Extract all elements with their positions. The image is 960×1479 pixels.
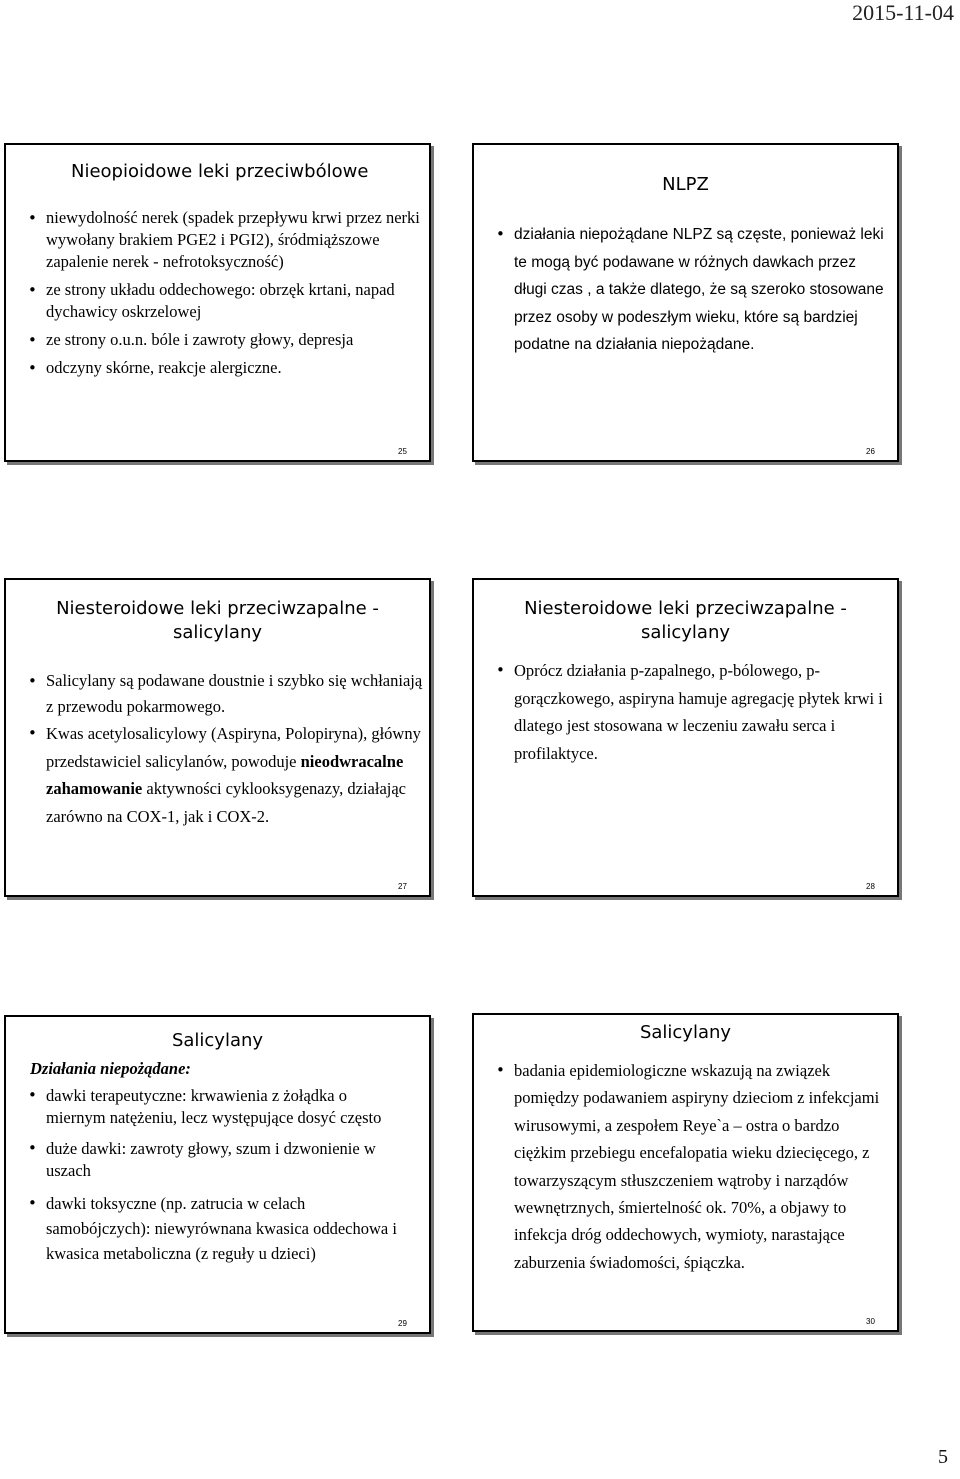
- bullet-item: • dawki terapeutyczne: krwawienia z żołądka o miernym natężeniu, lecz występujące dosyć często: [28, 1085, 408, 1128]
- bullet-item: • duże dawki: zawroty głowy, szum i dzwonienie w uszach: [28, 1138, 408, 1181]
- slide-29: [4, 1015, 431, 1334]
- bullet-item: • Oprócz działania p-zapalnego, p-bólowego, p-gorączkowego, aspiryna hamuje agregację płytek krwi i dlatego jest stosowana w leczeniu zawału serca i profilaktyce.: [496, 657, 888, 767]
- bullet-text: aktywności cyklooksygenazy, działając zarówno na COX-1, jak i COX-2.: [46, 779, 407, 826]
- bullet-item: • dawki toksyczne (np. zatrucia w celach samobójczych): niewyrównana kwasica oddechowa i kwasica metaboliczna (z reguły u dzieci): [28, 1191, 408, 1266]
- bullet-item: • niewydolność nerek (spadek przepływu krwi przez nerki wywołany brakiem PGE2 i PGI2), śródmiąższowe zapalenie nerek - nefrotoksyczność): [28, 207, 423, 273]
- bullet-item: • badania epidemiologiczne wskazują na związek pomiędzy podawaniem aspiryny dzieciom z infekcjami wirusowymi, a zespołem Reye`a – ostra o bardzo ciężkim przebiegu encefalopatia wieku dziecięcego, z towarzyszącym stłuszczeniem wątroby i narządów wewnętrznych, śmiertelność ok. 70%, a objawy to infekcja dróg oddechowych, wymioty, narastające zaburzenia świadomości, śpiączka.: [496, 1057, 881, 1276]
- slide-title: Nieopioidowe leki przeciwbólowe: [71, 161, 369, 182]
- bullet-item: • działania niepożądane NLPZ są częste, ponieważ leki te mogą być podawane w różnych dawkach przez długi czas , a także dlatego, że są szeroko stosowane przez osoby w podeszłym wieku, które są bardziej podatne na działania niepożądane.: [496, 221, 888, 359]
- slide-25: [4, 143, 431, 462]
- slide-number: 30: [866, 1317, 875, 1326]
- slide-title: Niesteroidowe leki przeciwzapalne - salicylany: [56, 598, 379, 643]
- bullet-item: • ze strony układu oddechowego: obrzęk krtani, napad dychawicy oskrzelowej: [28, 279, 423, 323]
- slide-number: 27: [398, 882, 407, 891]
- slide-number: 26: [866, 447, 875, 456]
- slide-title: Salicylany: [171, 1030, 264, 1051]
- bullet-list: [28, 207, 423, 379]
- slide-title: Niesteroidowe leki przeciwzapalne - salicylany: [524, 598, 847, 643]
- bullet-item: [28, 720, 423, 830]
- slide-27: [4, 578, 431, 897]
- slide-28: [472, 578, 899, 897]
- slide-title: NLPZ: [662, 174, 709, 195]
- page-date: 2015-11-04: [852, 0, 954, 25]
- bullet-item: • odczyny skórne, reakcje alergiczne.: [28, 357, 423, 379]
- bullet-item: • Salicylany są podawane doustnie i szybko się wchłaniają z przewodu pokarmowego.: [28, 668, 423, 720]
- slide-number: 28: [866, 882, 875, 891]
- slide-number: 29: [398, 1319, 407, 1328]
- page-number: 5: [938, 1446, 948, 1468]
- slide-title: Salicylany: [639, 1022, 732, 1043]
- slide-30: [472, 1013, 899, 1332]
- bullet-list: [496, 1057, 881, 1276]
- slide-number: 25: [398, 447, 407, 456]
- bullet-text-bold: nieodwracalne zahamowanie: [46, 751, 404, 798]
- bullet-item: • ze strony o.u.n. bóle i zawroty głowy, depresja: [28, 329, 423, 351]
- bullet-list: [496, 221, 888, 359]
- bullet-list: [28, 668, 423, 830]
- subheading: Działania niepożądane:: [30, 1059, 191, 1078]
- slide-26: [472, 143, 899, 462]
- bullet-text: Kwas acetylosalicylowy (Aspiryna, Polopiryna), główny przedstawiciel salicylanów, powoduje: [46, 724, 421, 771]
- bullet-list: [496, 657, 888, 767]
- bullet-list: [28, 1085, 408, 1266]
